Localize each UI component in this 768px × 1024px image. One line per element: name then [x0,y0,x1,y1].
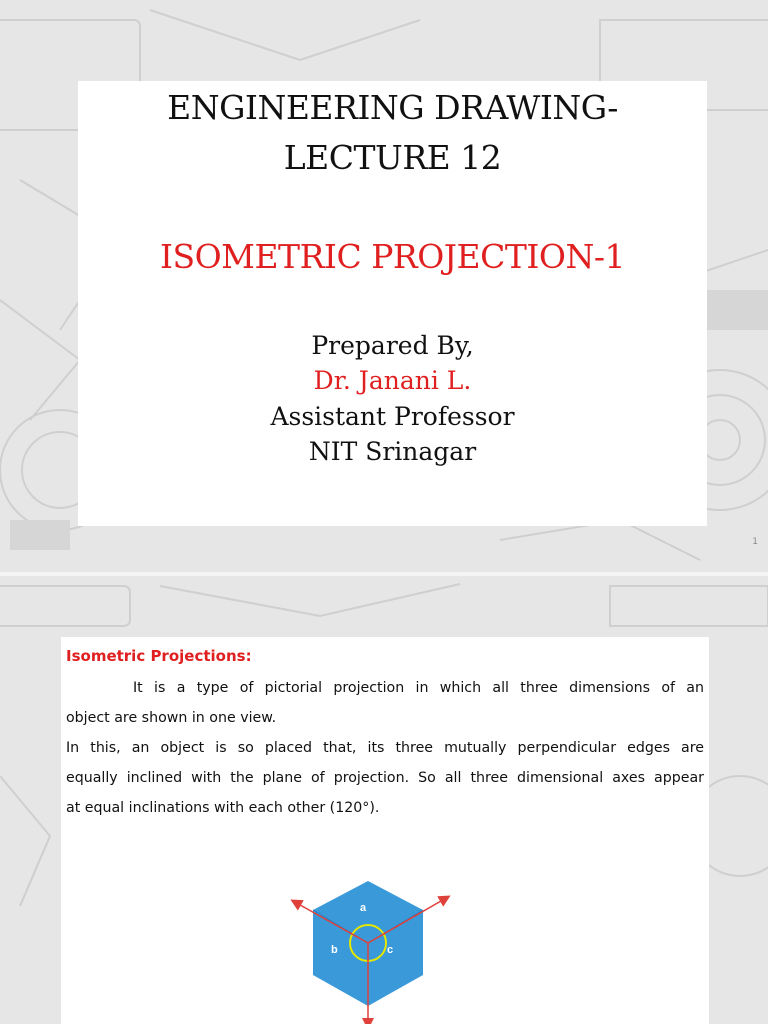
author-organization: NIT Srinagar [308,437,477,466]
section-heading: Isometric Projections: [66,647,252,665]
author-name: Dr. Janani L. [313,366,472,395]
face-label-b: b [331,944,338,956]
section-body [66,673,704,823]
body-line: equally inclined with the plane of projection. So all three dimensional axes appear [66,770,704,786]
content-slide [0,576,768,1024]
lecture-title-line1: ENGINEERING DRAWING- [167,88,618,127]
isometric-cube-figure [281,881,461,1024]
lecture-subtitle: ISOMETRIC PROJECTION-1 [159,237,625,276]
content-card [61,637,709,1024]
face-label-a: a [360,902,367,914]
face-label-c: c [387,944,394,956]
author-role: Assistant Professor [270,402,515,431]
title-card [78,81,707,526]
prepared-by-label: Prepared By, [311,331,474,360]
lecture-title-line2: LECTURE 12 [283,138,502,177]
body-line: It is a type of pictorial projection in which all three dimensions of an [133,680,704,696]
slide-page-number: 1 [752,537,758,547]
body-line: In this, an object is so placed that, its three mutually perpendicular edges are [66,740,704,756]
body-line: object are shown in one view. [66,710,277,726]
body-line: at equal inclinations with each other (120°). [66,800,380,816]
